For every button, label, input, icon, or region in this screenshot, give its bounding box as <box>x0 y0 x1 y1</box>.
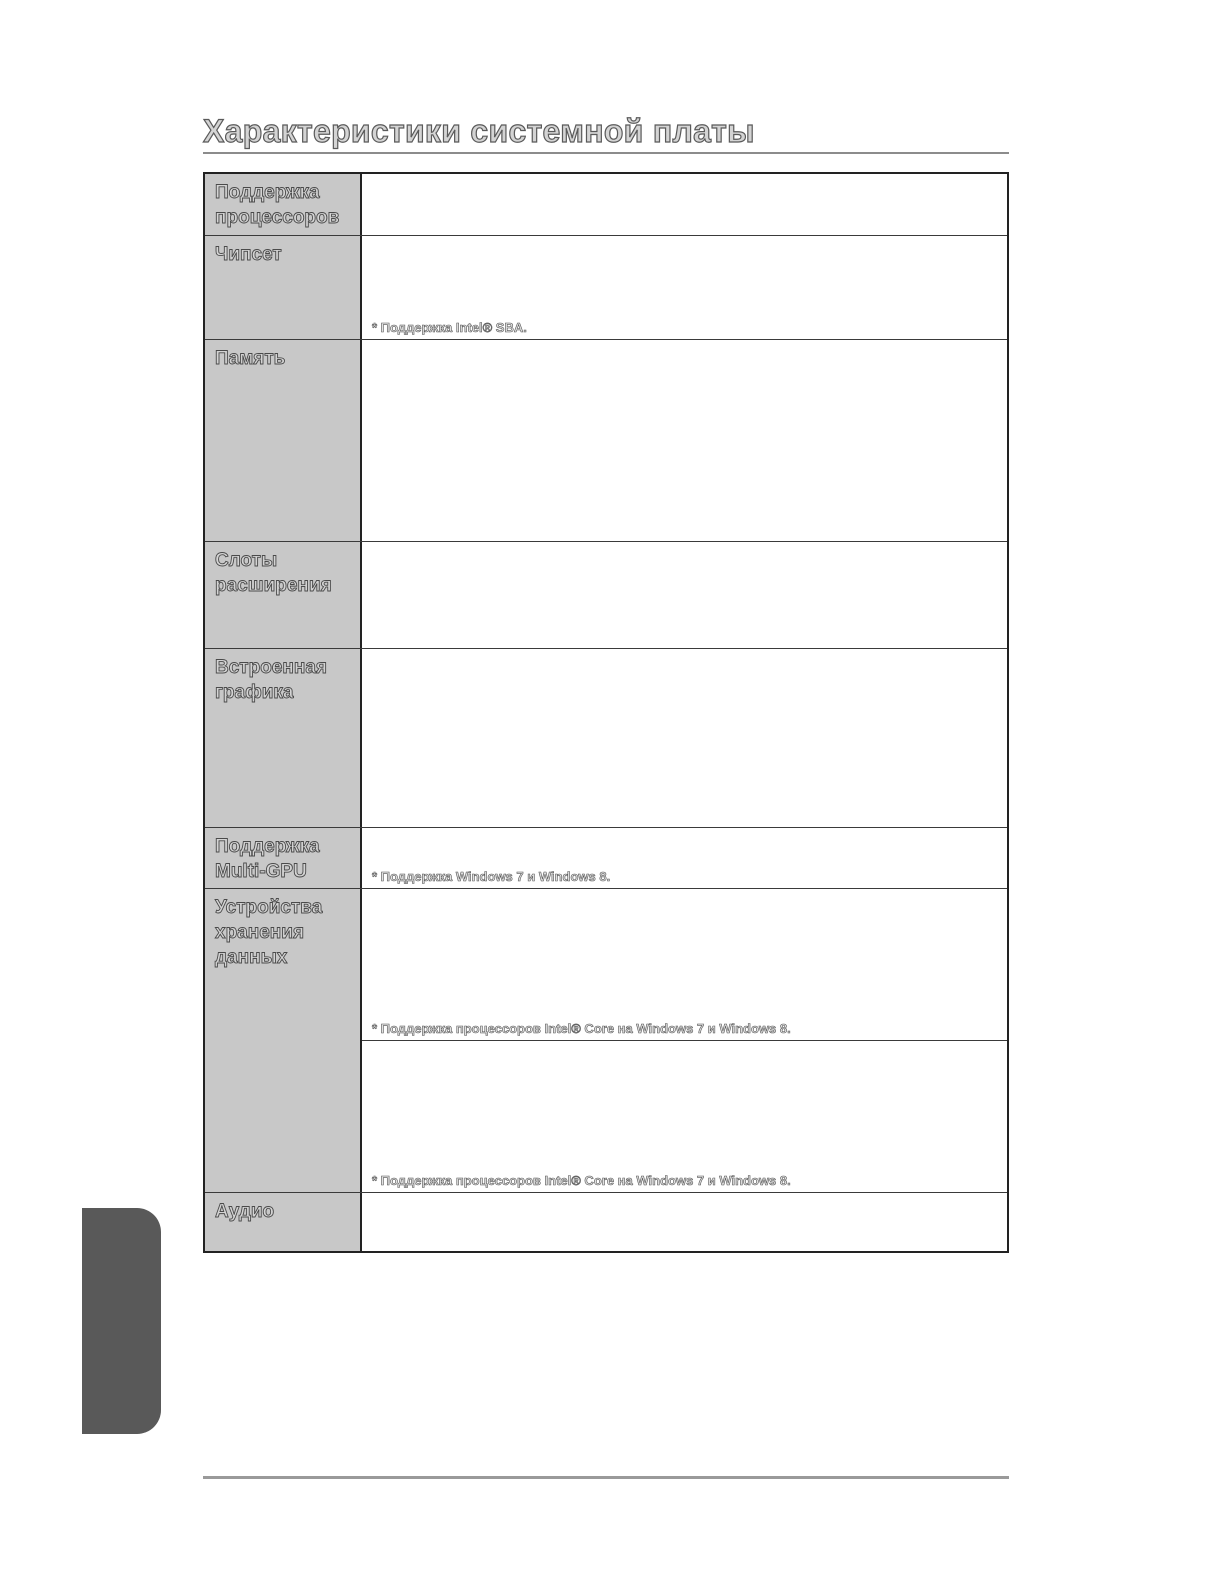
spec-row-memory <box>205 340 1007 542</box>
spec-row-audio <box>205 1193 1007 1251</box>
spec-value-storage-sata <box>362 889 1007 1040</box>
multigpu-note: * Поддержка Windows 7 и Windows 8. <box>372 869 611 884</box>
spec-label-multigpu: Поддержка Multi-GPU <box>215 836 320 882</box>
chipset-note: * Поддержка Intel® SBA. <box>372 320 527 335</box>
side-language-tab <box>82 1208 161 1434</box>
spec-label-cell <box>205 889 362 1192</box>
spec-label-expansion: Слоты расширения <box>215 550 332 596</box>
title-divider <box>203 152 1009 154</box>
page-title: Характеристики системной платы <box>203 113 755 149</box>
storage-note-2: * Поддержка процессоров Intel® Core на Windows 7 и Windows 8. <box>372 1173 791 1188</box>
spec-label-cell <box>205 828 362 888</box>
spec-row-chipset <box>205 236 1007 340</box>
spec-label-graphics: Встроенная графика <box>215 657 327 703</box>
spec-value-expansion <box>362 542 1007 648</box>
spec-label-cell <box>205 542 362 648</box>
spec-row-expansion <box>205 542 1007 649</box>
spec-value-cpu <box>362 174 1007 235</box>
spec-label-cell <box>205 174 362 235</box>
spec-row-cpu <box>205 174 1007 236</box>
spec-label-cpu: Поддержка процессоров <box>215 182 340 228</box>
spec-label-memory: Память <box>215 348 286 369</box>
spec-label-cell <box>205 340 362 541</box>
spec-value-memory <box>362 340 1007 541</box>
spec-label-storage: Устройства хранения данных <box>215 897 323 968</box>
spec-label-audio: Аудио <box>215 1201 275 1222</box>
spec-label-chipset: Чипсет <box>215 244 282 265</box>
spec-value-audio <box>362 1193 1007 1251</box>
spec-value-storage-m2 <box>362 1040 1007 1192</box>
spec-label-cell <box>205 236 362 339</box>
footer-divider <box>203 1476 1009 1479</box>
spec-table <box>203 172 1009 1253</box>
spec-row-multigpu <box>205 828 1007 889</box>
spec-row-storage <box>205 889 1007 1193</box>
spec-value-chipset <box>362 236 1007 339</box>
spec-label-cell <box>205 649 362 827</box>
spec-row-graphics <box>205 649 1007 828</box>
spec-value-graphics <box>362 649 1007 827</box>
spec-label-cell <box>205 1193 362 1251</box>
spec-value-multigpu <box>362 828 1007 888</box>
storage-note-1: * Поддержка процессоров Intel® Core на Windows 7 и Windows 8. <box>372 1021 791 1036</box>
